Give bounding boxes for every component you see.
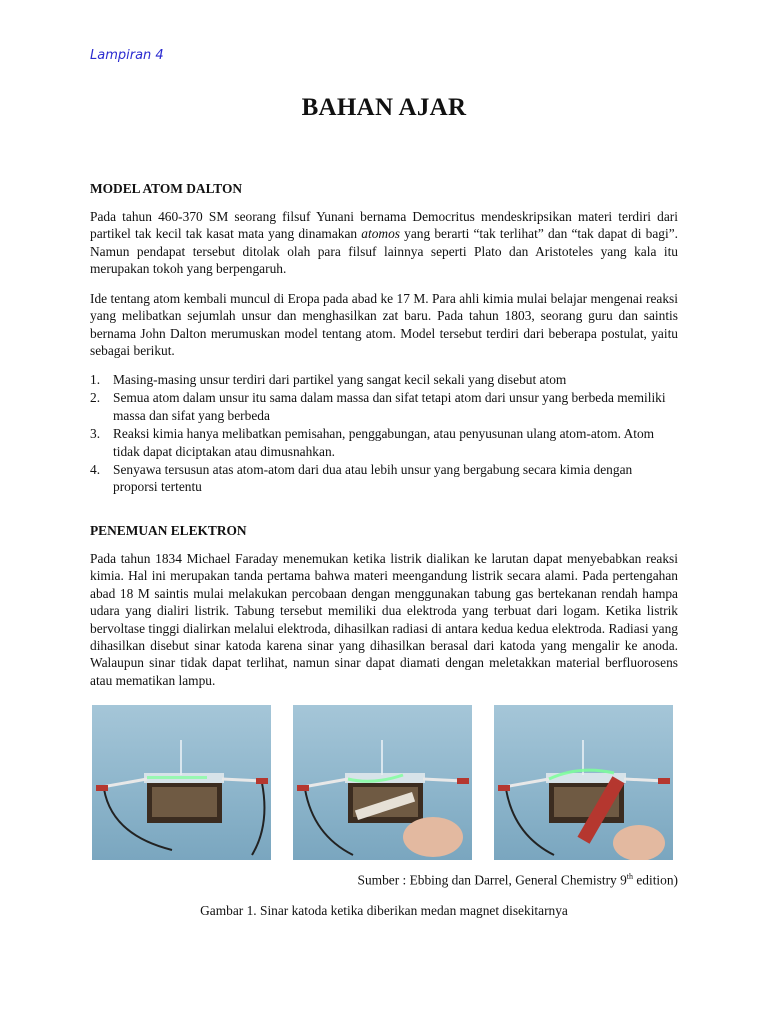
paragraph-dalton: Ide tentang atom kembali muncul di Eropa pada abad ke 17 M. Para ahli kimia mulai belajar mengenai reaksi yang melibatkan sejumlah unsur dan menghasilkan zat baru. Pada tahun 1803, seorang guru dan saintis bernama John Dalton merumuskan model tentang atom. Model tersebut terdiri dari beberapa postulat, yaitu sebagai berikut. [90,291,678,359]
section-heading-electron: PENEMUAN ELEKTRON [90,523,247,538]
list-text: Reaksi kimia hanya melibatkan pemisahan, penggabungan, atau penyusunan ulang atom-atom. Atom tidak dapat diciptakan atau dimusnahkan. [113,426,655,459]
list-item [90,461,678,496]
source-superscript: th [626,872,633,881]
italic-term: atomos [361,226,400,242]
list-number: 4. [90,462,101,478]
photo-magnet-near [293,705,472,860]
paragraph-faraday: Pada tahun 1834 Michael Faraday menemukan ketika listrik dialikan ke larutan dapat menyebabkan reaksi kimia. Hal ini merupakan tanda pertama bahwa materi meengandung listrik secara alami. Pada pertengahan abad 18 M saintis mulai melakukan percobaan dengan menggunakan tabung gas bertekanan rendah hampa udara yang dialiri listrik. Tabung tersebut memiliki dua elektroda yang terbuat dari logam. Ketika listrik bervoltase tinggi dialirkan melalui elektroda, dihasilkan radiasi di antara kedua kedua elektroda. Radiasi yang dihasilkan disebut sinar katoda karena sinar yang dihasilkan berasal dari katoda yang mengalir ke anoda. Walaupun sinar tidak dapat terlihat, namun sinar dapat diamati dengan meletakkan material berfluorosens atau mematikan lampu. [90,551,678,688]
paragraph-text: yang berarti “tak terlihat” dan “tak dapat di bagi”. Namun pendapat tersebut ditolak olah para filsuf lainnya seperti Plato dan Aristoteles yang kala itu merupakan tokoh yang berpengaruh. [90,226,679,277]
list-number: 3. [90,426,101,442]
postulate-list [90,371,678,497]
section-heading-dalton: MODEL ATOM DALTON [90,181,243,196]
list-item [90,389,678,424]
list-item [90,371,678,388]
list-item [90,425,678,460]
list-number: 1. [90,372,101,387]
paragraph-democritus [90,208,678,278]
list-text: Semua atom dalam unsur itu sama dalam massa dan sifat tetapi atom dari unsur yang berbeda memiliki massa dan sifat yang berbeda [113,390,666,423]
source-text: edition) [633,872,678,888]
source-text: Sumber : Ebbing dan Darrel, General Chemistry 9 [357,872,627,888]
page-title: BAHAN AJAR [301,94,467,121]
photo-cathode-tube [92,705,271,860]
figure-source [358,872,678,888]
list-text: Masing-masing unsur terdiri dari partikel yang sangat kecil sekali yang disebut atom [113,372,567,387]
figure-caption: Gambar 1. Sinar katoda ketika diberikan medan magnet disekitarnya [200,903,568,918]
photo-magnet-deflection [494,705,673,860]
list-number: 2. [90,390,101,406]
paragraph-text: Pada tahun 460-370 SM seorang filsuf Yunani bernama Democritus mendeskripsikan materi terdiri dari partikel tak kecil tak kasat mata yang dinamakan [90,209,678,242]
list-text: Senyawa tersusun atas atom-atom dari dua atau lebih unsur yang bergabung secara kimia dengan proporsi tertentu [113,462,633,495]
attachment-label: Lampiran 4 [90,48,164,63]
figure-photos [92,705,676,860]
